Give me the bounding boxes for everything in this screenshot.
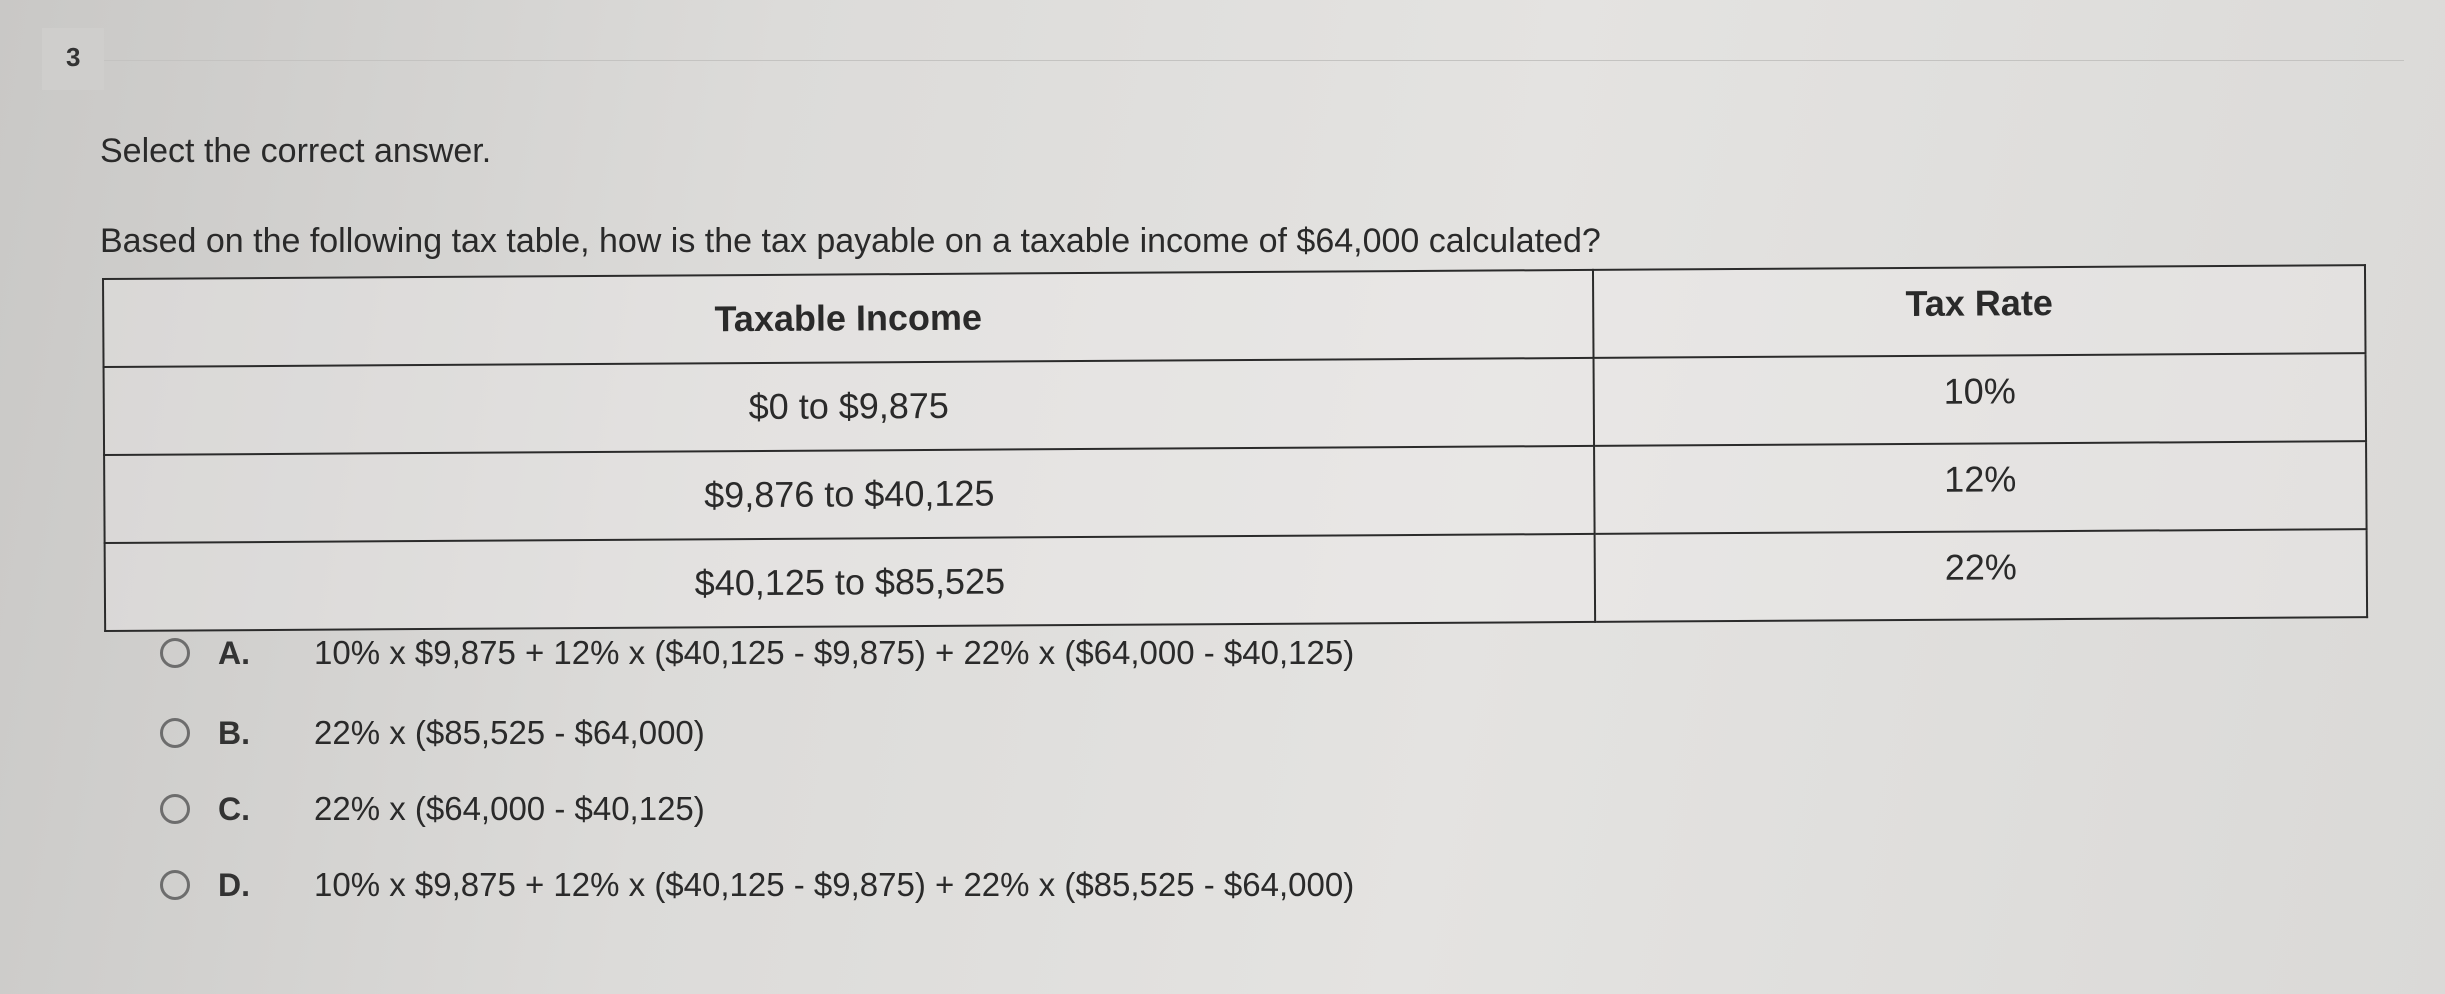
option-b[interactable] — [160, 708, 705, 758]
question-number-label: 3 — [66, 42, 81, 72]
tax-rate-cell: 10% — [1594, 353, 2367, 446]
option-text: 22% x ($64,000 - $40,125) — [314, 790, 705, 827]
income-range-cell: $0 to $9,875 — [104, 358, 1595, 455]
option-letter: B. — [218, 714, 250, 751]
tax-rate-cell: 12% — [1594, 441, 2367, 534]
tax-table — [102, 264, 2368, 632]
option-text: 10% x $9,875 + 12% x ($40,125 - $9,875) + 22% x ($64,000 - $40,125) — [314, 634, 1355, 671]
option-d[interactable] — [160, 860, 1354, 910]
option-a[interactable] — [160, 628, 1354, 678]
option-letter: C. — [218, 790, 250, 827]
question-text: Based on the following tax table, how is the tax payable on a taxable income of $64,000 calculated? — [100, 222, 1601, 260]
table-row — [105, 529, 2367, 631]
table-row — [104, 441, 2366, 543]
income-range-cell: $40,125 to $85,525 — [105, 534, 1596, 631]
option-letter: D. — [218, 866, 250, 903]
radio-button-c[interactable] — [160, 794, 190, 824]
column-header-taxable-income: Taxable Income — [103, 270, 1594, 367]
instruction-text: Select the correct answer. — [100, 132, 492, 170]
column-header-tax-rate: Tax Rate — [1593, 265, 2366, 358]
option-c[interactable] — [160, 784, 705, 834]
radio-button-b[interactable] — [160, 718, 190, 748]
question-number — [42, 28, 104, 90]
radio-button-d[interactable] — [160, 870, 190, 900]
option-letter: A. — [218, 634, 250, 671]
option-text: 22% x ($85,525 - $64,000) — [314, 714, 705, 751]
tax-rate-cell: 22% — [1595, 529, 2368, 622]
radio-button-a[interactable] — [160, 638, 190, 668]
header-divider — [104, 60, 2404, 61]
income-range-cell: $9,876 to $40,125 — [104, 446, 1595, 543]
option-text: 10% x $9,875 + 12% x ($40,125 - $9,875) + 22% x ($85,525 - $64,000) — [314, 866, 1355, 903]
table-header-row — [103, 265, 2365, 367]
table-row — [104, 353, 2366, 455]
